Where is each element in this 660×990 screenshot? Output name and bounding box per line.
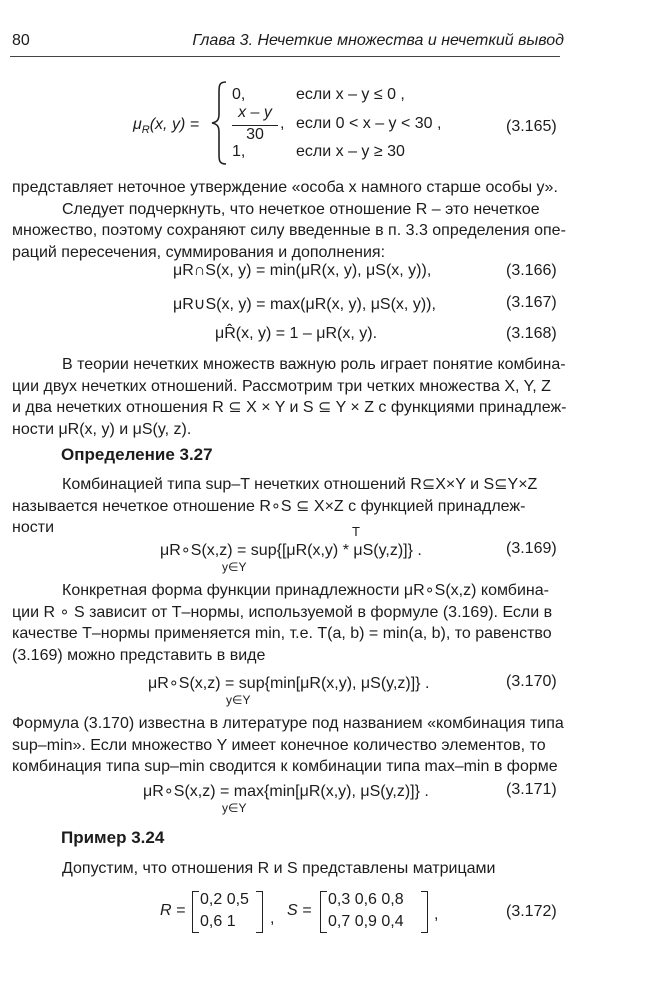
paragraph-5 xyxy=(12,713,564,778)
eq3165-fraction-numerator: x – y xyxy=(238,104,272,121)
text-line: ности xyxy=(12,519,54,537)
eq3169-subscript: y∈Y xyxy=(222,560,247,574)
eq3165-lhs: $\mu_R(x$, y) = xyxy=(133,116,200,136)
page-number: 80 xyxy=(12,32,30,49)
text-line: ции двух нечетких отношений. Рассмотрим три четких множества X, Y, Z xyxy=(12,377,551,395)
paragraph-2 xyxy=(12,354,567,440)
text-line: Конкретная форма функции принадлежности μR∘S(x,z) комбина- xyxy=(62,582,549,599)
eq3165-case2-condition: если 0 < x – y < 30 , xyxy=(296,115,442,132)
eq3167-number: (3.167) xyxy=(506,294,557,311)
matrix-separator: , xyxy=(270,910,275,927)
paragraph-3 xyxy=(12,474,560,539)
definition-heading: Определение 3.27 xyxy=(61,445,213,464)
text-line: sup–min». Если множество Y имеет конечное количество элементов, то xyxy=(12,736,546,754)
matrix-s-label: S = xyxy=(287,902,312,919)
eq3168: μR̂(x, y) = 1 – μR(x, y). xyxy=(215,325,378,342)
text-line: ции R ∘ S зависит от T–нормы, используемой в формуле (3.169). Если в xyxy=(12,603,553,621)
matrix-r-row2: 0,6 1 xyxy=(200,913,236,930)
eq3165-case1-value: 0, xyxy=(232,86,246,103)
eq3171: μR∘S(x,z) = max{min[μR(x,y), μS(y,z)]} . xyxy=(143,783,429,800)
eq3170-number: (3.170) xyxy=(506,673,557,690)
curly-brace-icon xyxy=(210,80,228,166)
eq3172-number: (3.172) xyxy=(506,903,557,920)
matrix-s-row1: 0,3 0,6 0,8 xyxy=(328,891,404,908)
eq3169-number: (3.169) xyxy=(506,540,557,557)
eq3165-case1-condition: если x – y ≤ 0 , xyxy=(296,86,405,103)
text-line: ности μR(x, y) и μS(y, z). xyxy=(12,420,192,438)
text-line: множество, поэтому сохраняют силу введенные в п. 3.3 определения опе- xyxy=(12,222,566,240)
paragraph-4 xyxy=(12,580,560,666)
text-line: В теории нечетких множеств важную роль играет понятие комбина- xyxy=(62,356,566,373)
eq3170-subscript: y∈Y xyxy=(226,693,251,707)
example-heading: Пример 3.24 xyxy=(61,828,165,847)
paragraph-6 xyxy=(12,858,560,880)
text-line: и два нечетких отношения R ⊆ X × Y и S ⊆ Y × Z с функциями принадлеж- xyxy=(12,399,567,417)
eq3165-case3-value: 1, xyxy=(232,143,246,160)
text-line: раций пересечения, суммирования и дополнения: xyxy=(12,243,386,261)
header-rule xyxy=(10,56,560,57)
matrix-s-left-bracket xyxy=(320,891,327,933)
eq3165-case2-comma: , xyxy=(280,115,285,132)
eq3167: μR∪S(x, y) = max(μR(x, y), μS(x, y)), xyxy=(173,296,436,313)
text-line: Допустим, что отношения R и S представлены матрицами xyxy=(62,860,496,877)
eq3165-case3-condition: если x – y ≥ 30 xyxy=(296,143,405,160)
matrix-tail-comma: , xyxy=(434,906,439,923)
text-line: Следует подчеркнуть, что нечеткое отношение R – это нечеткое xyxy=(62,200,540,218)
eq3171-number: (3.171) xyxy=(506,781,557,798)
matrix-s-right-bracket xyxy=(421,891,428,933)
matrix-r-label: R = xyxy=(160,902,186,919)
matrix-r-row1: 0,2 0,5 xyxy=(200,891,249,908)
eq3166: μR∩S(x, y) = min(μR(x, y), μS(x, y)), xyxy=(173,262,432,279)
text-line: (3.169) можно представить в виде xyxy=(12,646,266,664)
eq3170: μR∘S(x,z) = sup{min[μR(x,y), μS(y,z)]} . xyxy=(148,675,430,692)
chapter-title: Глава 3. Нечеткие множества и нечеткий вывод xyxy=(192,32,564,49)
matrix-s-row2: 0,7 0,9 0,4 xyxy=(328,913,404,930)
eq3169-tnorm-label: T xyxy=(352,524,360,539)
text-line: комбинация типа sup–min сводится к комбинации типа max–min в форме xyxy=(12,758,558,776)
matrix-r-right-bracket xyxy=(256,891,263,933)
text-line: Комбинацией типа sup–T нечетких отношений R⊆X×Y и S⊆Y×Z xyxy=(62,476,538,493)
paragraph-1 xyxy=(12,177,566,263)
eq3165-number: (3.165) xyxy=(506,118,557,135)
eq3165-fraction-denominator: 30 xyxy=(246,126,264,143)
text-line: называется нечеткое отношение R∘S ⊆ X×Z с функцией принадлеж- xyxy=(12,497,526,515)
text-line: представляет неточное утверждение «особа x намного старше особы y». xyxy=(12,179,558,196)
eq3166-number: (3.166) xyxy=(506,262,557,279)
eq3169: μR∘S(x,z) = sup{[μR(x,y) * μS(y,z)]} . xyxy=(160,542,422,559)
eq3171-subscript: y∈Y xyxy=(222,801,247,815)
text-line: Формула (3.170) известна в литературе под названием «комбинация типа xyxy=(12,715,564,732)
matrix-r-left-bracket xyxy=(192,891,199,933)
eq3168-number: (3.168) xyxy=(506,325,557,342)
text-line: качестве T–нормы применяется min, т.е. T(a, b) = min(a, b), то равенство xyxy=(12,625,552,643)
